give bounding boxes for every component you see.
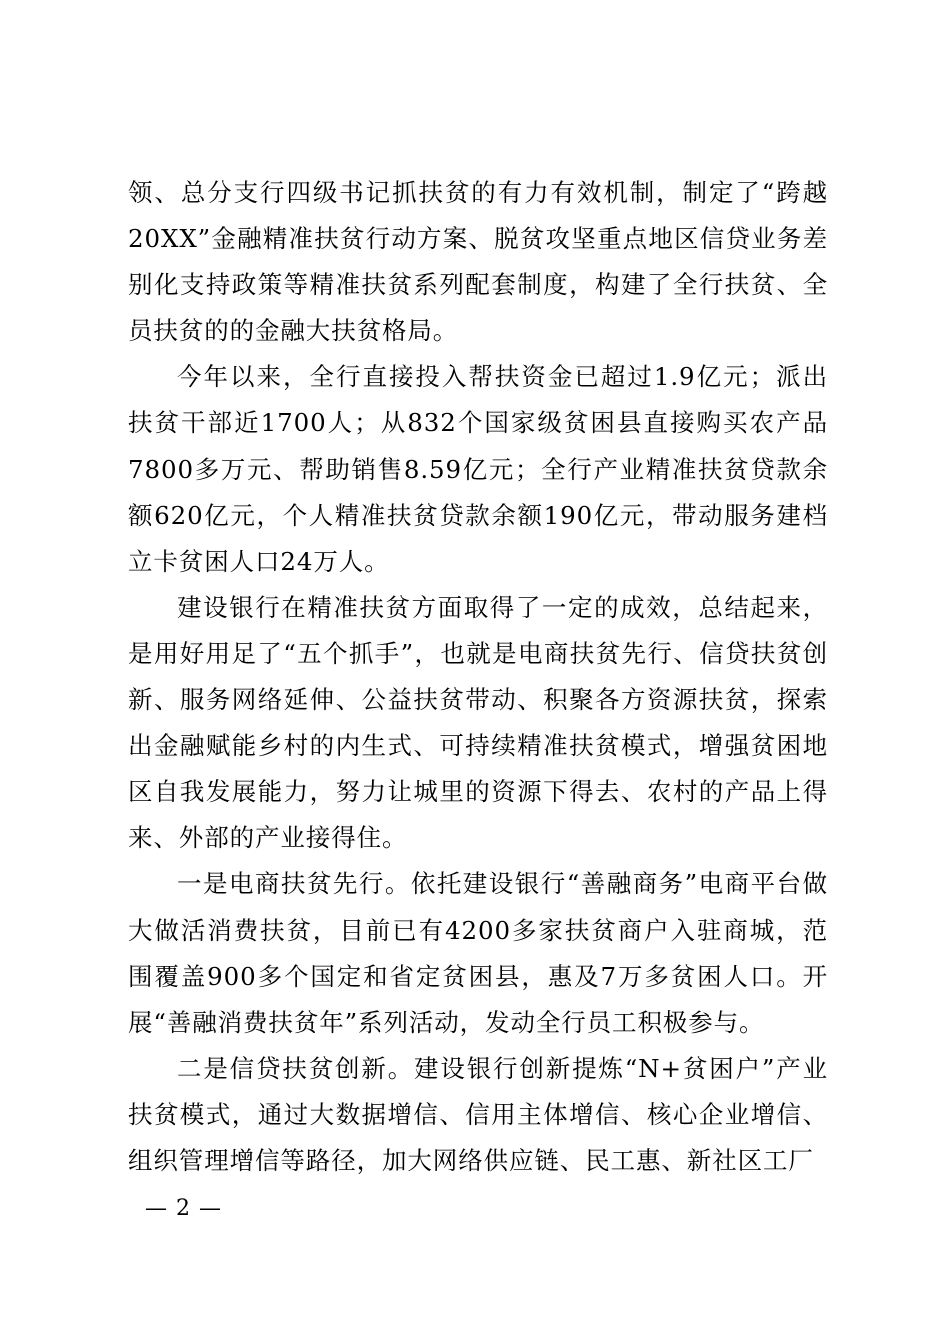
paragraph-credit-innovation: 二是信贷扶贫创新。建设银行创新提炼“N+贫困户”产业扶贫模式，通过大数据增信、信用主体增信、核心企业增信、组织管理增信等路径，加大网络供应链、民工惠、新社区工厂 <box>128 1053 828 1175</box>
paragraph-funding-stats: 今年以来，全行直接投入帮扶资金已超过1.9亿元；派出扶贫干部近1700人；从832个国家级贫困县直接购买农产品7800多万元、帮助销售8.59亿元；全行产业精准扶贫贷款余额620亿元，个人精准扶贫贷款余额190亿元，带动服务建档立卡贫困人口24万人。 <box>128 362 828 576</box>
paragraph-five-levers: 建设银行在精准扶贫方面取得了一定的成效，总结起来，是用好用足了“五个抓手”，也就是电商扶贫先行、信贷扶贫创新、服务网络延伸、公益扶贫带动、积聚各方资源扶贫，探索出金融赋能乡村的内生式、可持续精准扶贫模式，增强贫困地区自我发展能力，努力让城里的资源下得去、农村的产品上得来、外部的产业接得住。 <box>128 592 828 853</box>
body-text <box>128 170 828 1184</box>
paragraph-ecommerce: 一是电商扶贫先行。依托建设银行“善融商务”电商平台做大做活消费扶贫，目前已有4200多家扶贫商户入驻商城，范围覆盖900多个国定和省定贫困县，惠及7万多贫困人口。开展“善融消费扶贫年”系列活动，发动全行员工积极参与。 <box>128 869 828 1037</box>
paragraph-continuation: 领、总分支行四级书记抓扶贫的有力有效机制，制定了“跨越20XX”金融精准扶贫行动方案、脱贫攻坚重点地区信贷业务差别化支持政策等精准扶贫系列配套制度，构建了全行扶贫、全员扶贫的的金融大扶贫格局。 <box>128 178 828 346</box>
page-number: — 2 — <box>145 1196 222 1221</box>
